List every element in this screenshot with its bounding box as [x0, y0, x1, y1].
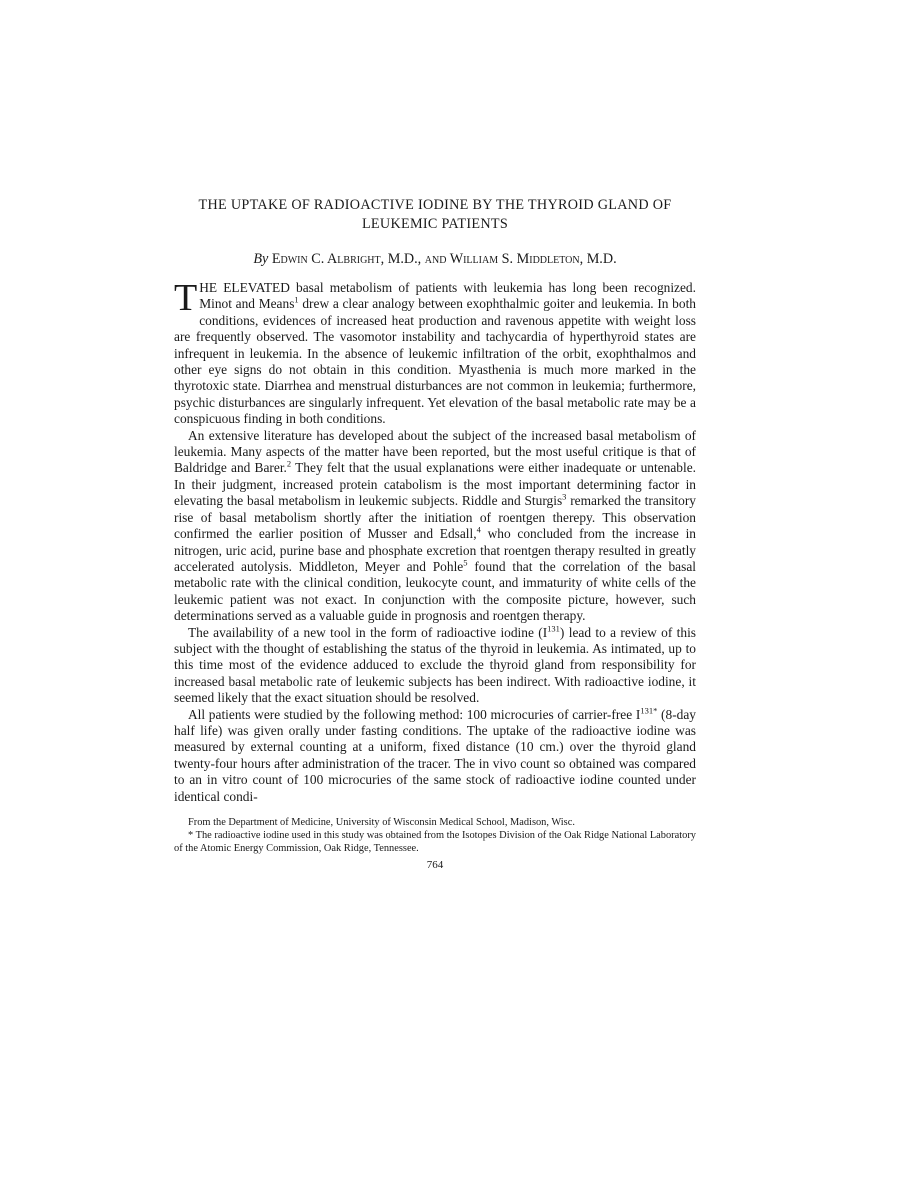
byline-authors: Edwin C. Albright, M.D., and William S. Middleton, M.D. [271, 251, 617, 267]
article-title: THE UPTAKE OF RADIOACTIVE IODINE BY THE THYROID GLAND OF LEUKEMIC PATIENTS [198, 197, 672, 232]
footnote-affiliation: From the Department of Medicine, University of Wisconsin Medical School, Madison, Wisc. [188, 817, 575, 828]
paragraph-3 [174, 625, 696, 707]
paragraph-1-text-b: drew a clear analogy between exophthalmic goiter and leukemia. In both conditions, evidences of increased heat production and ravenous appetite with weight loss are frequently observed. The vasomotor instability and tachycardia of hyperthyroid states are infrequent in leukemia. In the absence of leukemic infiltration of the orbit, exophthalmos and other eye signs do not obtain in this condition. Myasthenia is much more marked in the thyrotoxic state. Diarrhea and menstrual disturbances are not common in leukemia; furthermore, psychic disturbances are singularly infrequent. Yet elevation of the basal metabolic rate may be a conspicuous finding in both conditions. [174, 296, 696, 427]
footnote-asterisk: * The radioactive iodine used in this study was obtained from the Isotopes Division of the Oak Ridge National Laboratory of the Atomic Energy Commission, Oak Ridge, Tennessee. [174, 830, 696, 855]
paragraph-4 [174, 707, 696, 805]
paragraph-2-text-a: An extensive literature has developed about the subject of the increased basal metabolism of leukemia. Many aspects of the matter have been reported, but the most useful critique is that of Baldridge and Barer. [174, 427, 696, 476]
page-number: 764 [426, 858, 444, 871]
reference-5: 5 [463, 557, 468, 568]
paragraph-3-text-b: ) lead to a review of this subject with the thought of establishing the status of the thyroid in leukemia. As intimated, up to this time most of the evidence adduced to exclude the thyroid gland from responsibility for increased basal metabolic rate of leukemic subjects has been indirect. With radioactive iodine, it seemed likely that the exact situation should be resolved. [174, 624, 696, 706]
reference-2: 2 [286, 459, 292, 469]
paragraph-4-text-a: All patients were studied by the following method: 100 microcuries of carrier-free I [188, 706, 641, 722]
paragraph-2-text-d: who concluded from the increase in nitrogen, uric acid, purine base and phosphate excretion that roentgen therapy resulted in greatly accelerated autolysis. Middleton, Meyer and Pohle [174, 526, 696, 574]
article-page [174, 196, 696, 871]
isotope-superscript: 131 [547, 623, 560, 634]
reference-4: 4 [476, 524, 481, 535]
reference-1: 1 [294, 294, 299, 305]
byline [174, 251, 696, 268]
paragraph-2-text-c: remarked the transitory rise of basal metabolism shortly after the initiation of roentgen therepy. This observation confirmed the earlier position of Musser and Edsall, [174, 493, 696, 542]
paragraph-4-text-b: (8-day half life) was given orally under fasting conditions. The uptake of the radioactive iodine was measured by external counting at a uniform, fixed distance (10 cm.) over the thyroid gland twenty-four hours after administration of the tracer. The in vivo count so obtained was compared to an in vitro count of 100 microcuries of the same stock of radioactive iodine counted under identical condi- [174, 706, 697, 804]
paragraph-2-text-b: They felt that the usual explanations were either inadequate or untenable. In their judgment, increased protein catabolism is the most important determining factor in elevating the basal metabolism in leukemic subjects. Riddle and Sturgis [174, 460, 696, 509]
article-body [174, 277, 697, 805]
paragraph-2 [174, 428, 696, 625]
paragraph-2-text-e: found that the correlation of the basal metabolic rate with the clinical condition, leukocyte count, and immaturity of white cells of the leukemic patient was not exact. In conjunction with the composite picture, however, such determinations served as a valuable guide in prognosis and roentgen therapy. [174, 558, 696, 624]
paragraph-3-text-a: The availability of a new tool in the form of radioactive iodine (I [188, 624, 548, 640]
footnotes [174, 816, 696, 856]
paragraph-1-text-a: basal metabolism of patients with leukemia has long been recognized. Minot and Means [199, 280, 696, 312]
isotope-superscript-asterisk: 131* [640, 705, 658, 716]
drop-cap: T [174, 277, 198, 319]
reference-3: 3 [562, 491, 567, 502]
paragraph-1 [174, 277, 696, 428]
lead-in: HE ELEVATED [199, 280, 290, 295]
byline-by: By [253, 251, 269, 267]
